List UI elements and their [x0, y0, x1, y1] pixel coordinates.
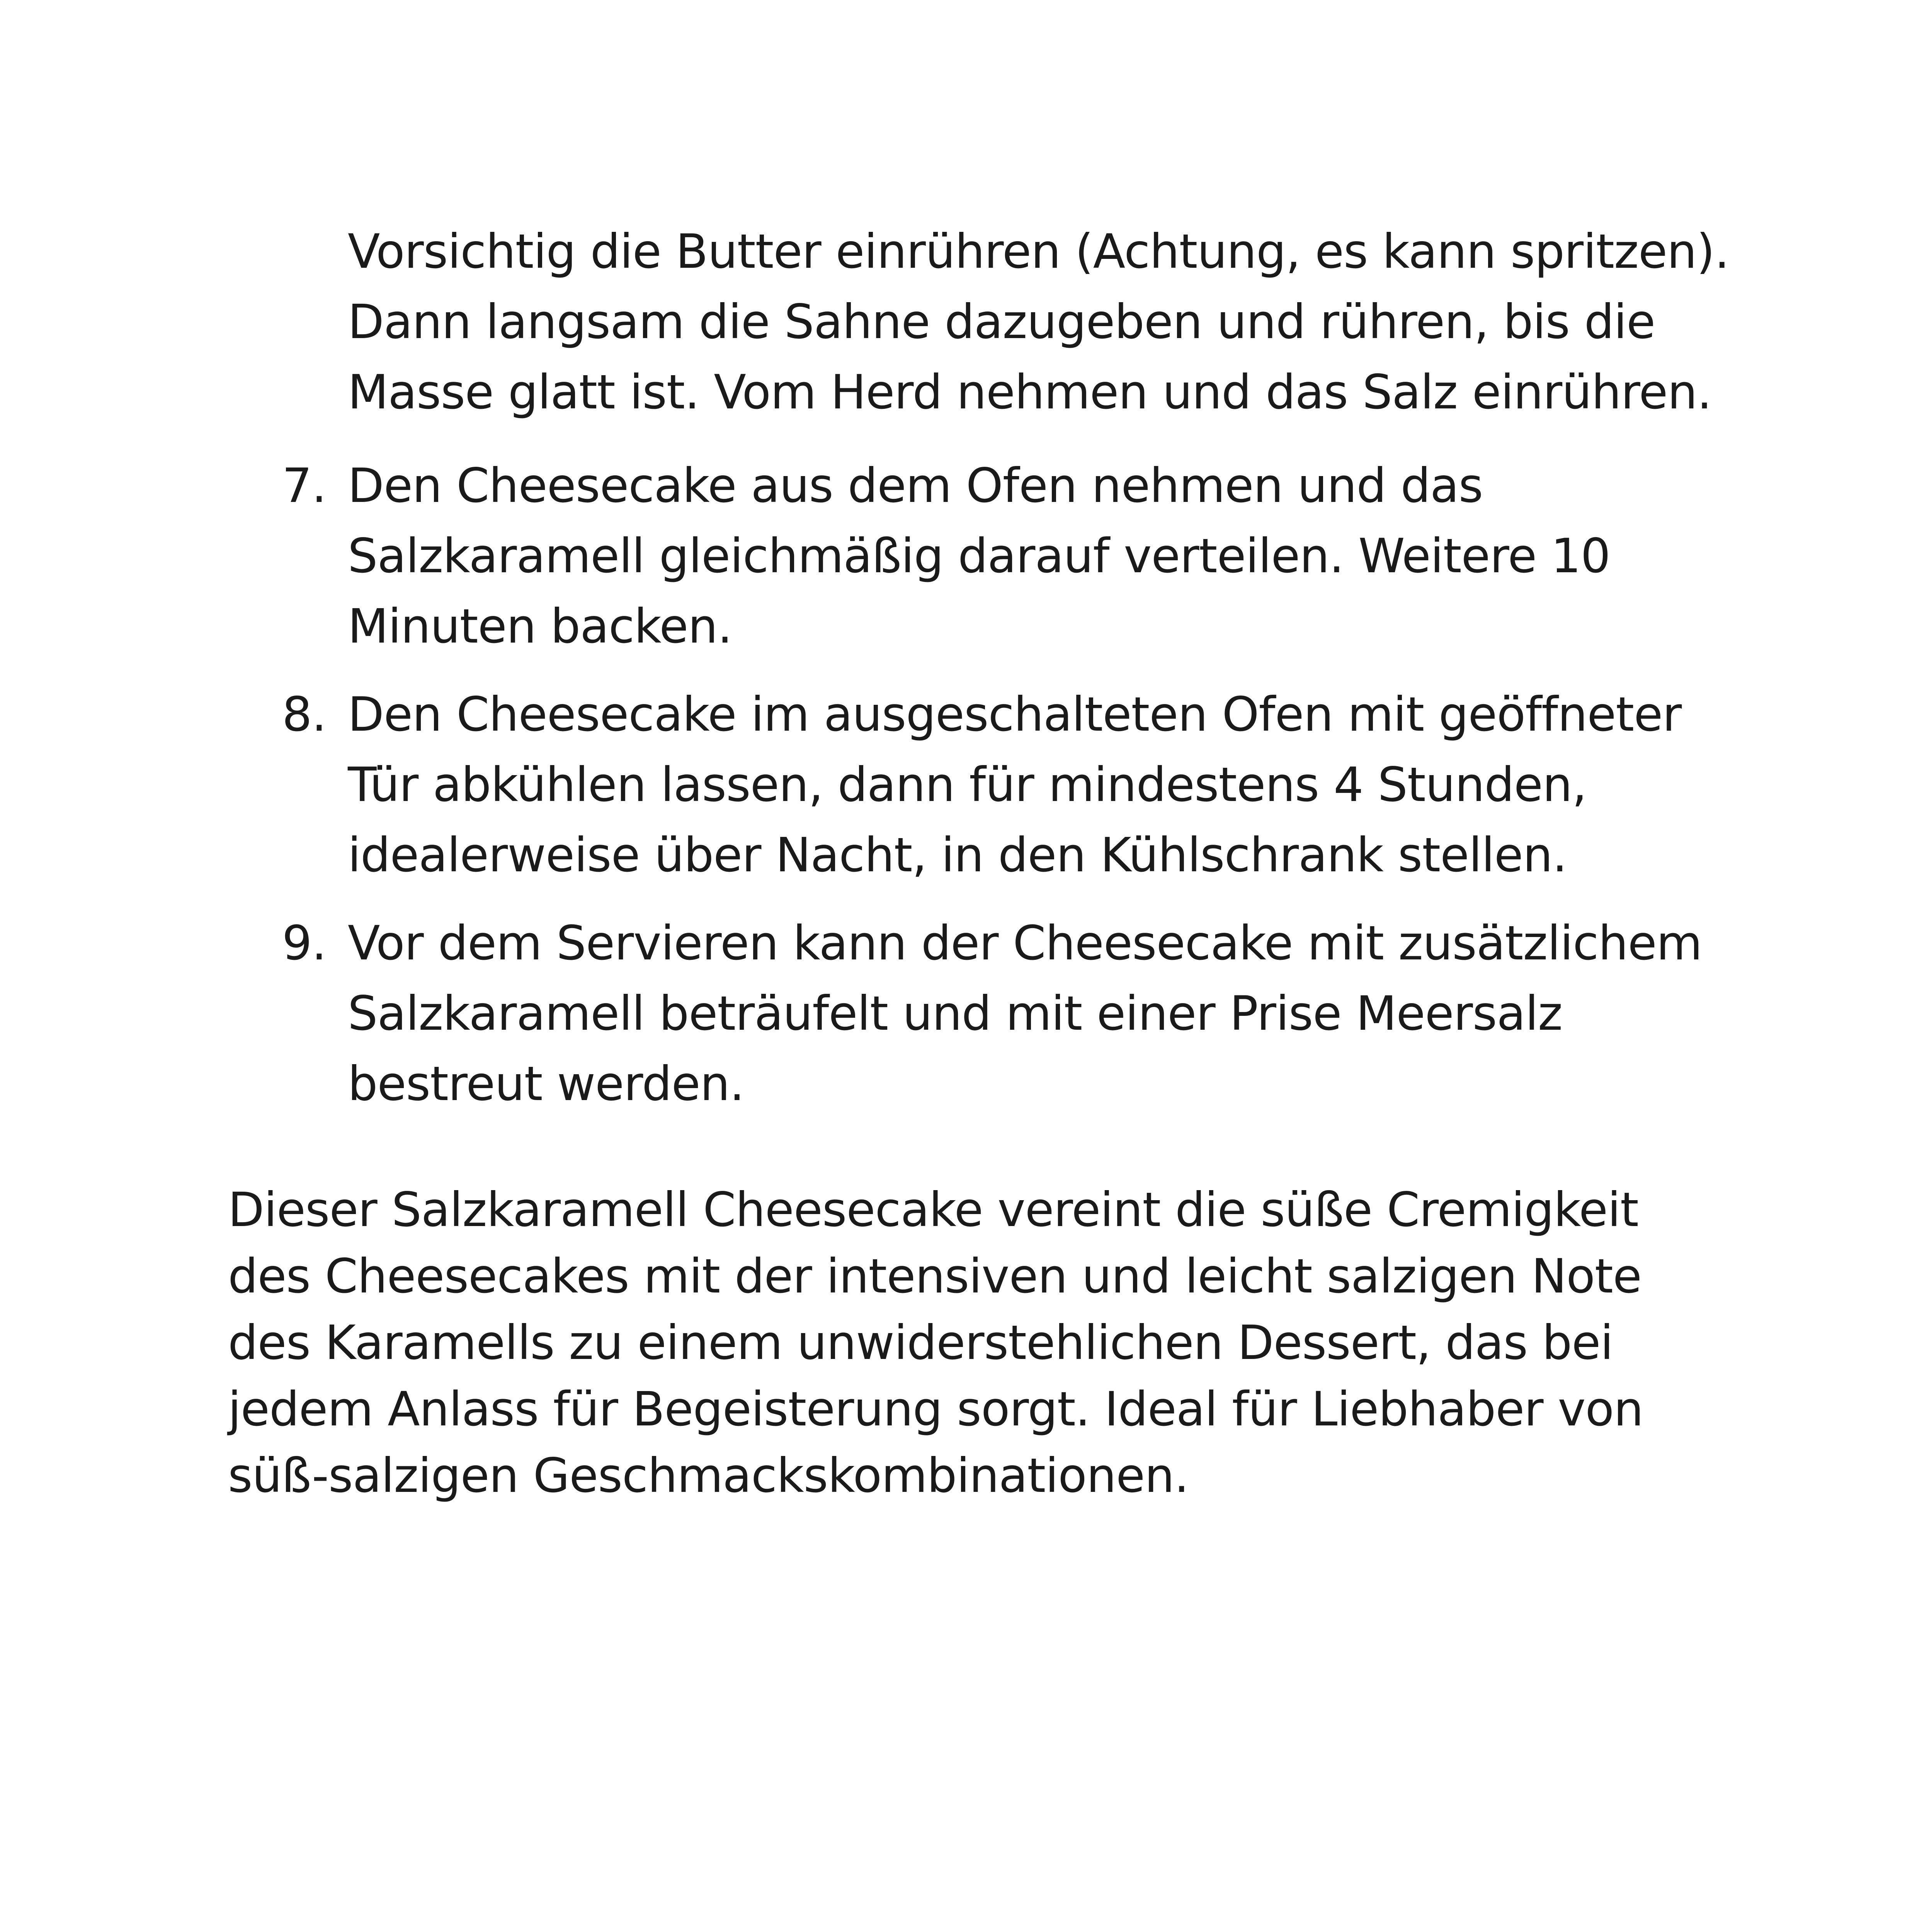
- summary-paragraph: Dieser Salzkaramell Cheesecake vereint die süße Cremigkeit des Cheesecakes mit der intensiven und leicht salzigen Note des Karamells zu einem unwiderstehlichen Dessert, das bei jedem Anlass für Begeisterung sorgt. Ideal für Liebhaber von süß-salzigen Geschmackskombinationen.: [228, 1182, 1643, 1503]
- list-item-step-9: [282, 908, 1731, 1119]
- step-text: Den Cheesecake aus dem Ofen nehmen und das Salzkaramell gleichmäßig darauf verteilen. Weitere 10 Minuten backen.: [348, 458, 1611, 654]
- list-item-step-7: [282, 451, 1731, 662]
- step-text: Vor dem Servieren kann der Cheesecake mit zusätzlichem Salzkaramell beträufelt und mit einer Prise Meersalz bestreut werden.: [348, 916, 1702, 1111]
- step-number: 8.: [282, 687, 327, 742]
- instruction-list: [282, 216, 1731, 1137]
- step-number: 7.: [282, 458, 327, 513]
- step-number: 9.: [282, 916, 327, 971]
- step-text: Vorsichtig die Butter einrühren (Achtung, es kann spritzen). Dann langsam die Sahne dazugeben und rühren, bis die Masse glatt ist. Vom Herd nehmen und das Salz einrühren.: [348, 224, 1729, 420]
- list-item-step-8: [282, 679, 1731, 890]
- list-item-continuation: [282, 216, 1731, 427]
- step-text: Den Cheesecake im ausgeschalteten Ofen mit geöffneter Tür abkühlen lassen, dann für mindestens 4 Stunden, idealerweise über Nacht, in den Kühlschrank stellen.: [348, 687, 1682, 883]
